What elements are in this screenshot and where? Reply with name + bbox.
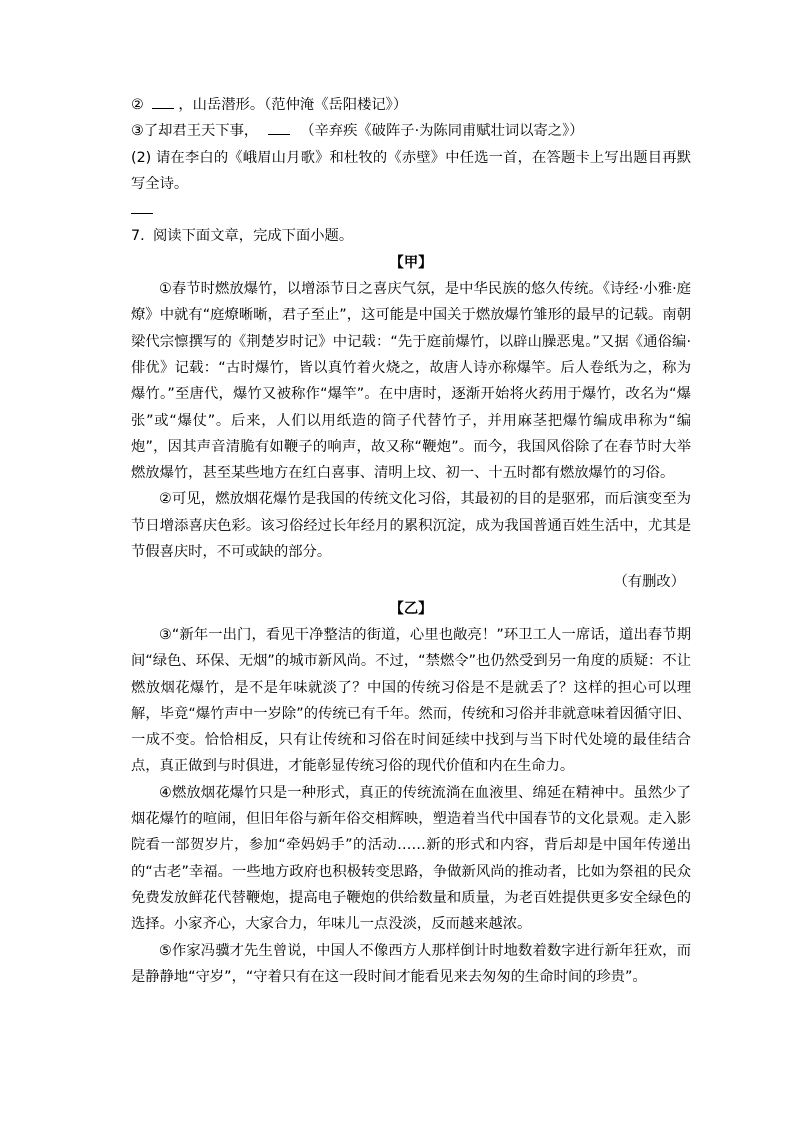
recitation-line-2: [131, 92, 691, 118]
answer-blank-line[interactable]: [131, 197, 153, 223]
paragraph-3: ③“新年一出门，看见干净整洁的街道，心里也敞亮！”环卫工人一席话，道出春节期间“绿色、环保、无烟”的城市新风尚。不过，“禁燃令”也仍然受到另一角度的质疑：不让燃放烟花爆竹，是不是年味就淡了？中国的传统习俗是不是就丢了？这样的担心可以理解，毕竟“爆竹声中一岁除”的传统已有千年。然而，传统和习俗并非就意味着因循守旧、一成不变。恰恰相反，只有让传统和习俗在时间延续中找到与当下时代处境的最佳结合点，真正做到与时俱进，才能彰显传统习俗的现代价值和内在生命力。: [131, 626, 691, 775]
source-note: （有删改）: [613, 574, 685, 591]
recitation-line-3: [131, 118, 691, 144]
fill-blank-2[interactable]: [152, 94, 174, 109]
paragraph-5: ⑤作家冯骥才先生曾说，中国人不像西方人那样倒计时地数着数字进行新年狂欢，而是静静地“守岁”，“守着只有在这一段时间才能看见来去匆匆的生命时间的珍贵”。: [131, 942, 691, 985]
fill-blank-3[interactable]: [268, 120, 290, 135]
section-yi-title: 【乙】: [389, 600, 433, 617]
line2-prefix: ②: [131, 97, 149, 113]
question-7-number: 7.: [131, 228, 145, 245]
line3-suffix: （辛弃疾《破阵子·为陈同甫赋壮词以寄之》）: [300, 123, 584, 140]
question-2-text: (2) 请在李白的《峨眉山月歌》和杜牧的《赤壁》中任选一首，在答题卡上写出题目再默写全诗。: [131, 149, 691, 192]
line3-prefix: ③了却君王天下事，: [131, 123, 259, 140]
section-jia-title: 【甲】: [389, 254, 433, 271]
question-7-instruction: 阅读下面文章，完成下面小题。: [153, 228, 354, 245]
paragraph-1: ①春节时燃放爆竹，以增添节日之喜庆气氛，是中华民族的悠久传统。《诗经·小雅·庭燎》中就有“庭燎晰晰，君子至止”，这可能是中国关于燃放爆竹雏形的最早的记载。南朝梁代宗懔撰写的《荆楚岁时记》中记载：“先于庭前爆竹，以辟山臊恶鬼。”又据《通俗编·俳优》记载：“古时爆竹，皆以真竹着火烧之，故唐人诗亦称爆竿。后人卷纸为之，称为爆竹。”至唐代，爆竹又被称作“爆竿”。在中唐时，逐渐开始将火药用于爆竹，改名为“爆张”或“爆仗”。后来，人们以用纸造的筒子代替竹子，并用麻茎把爆竹编成串称为“编炮”，因其声音清脆有如鞭子的响声，故又称“鞭炮”。而今，我国风俗除了在春节时大举燃放爆竹，甚至某些地方在红白喜事、清明上坟、初一、十五时都有燃放爆竹的习俗。: [131, 281, 691, 482]
line2-suffix: ，山岳潜形。（范仲淹《岳阳楼记》）: [178, 97, 408, 113]
document-body: [131, 92, 691, 990]
paragraph-2: ②可见，燃放烟花爆竹是我国的传统文化习俗，其最初的目的是驱邪，而后演变至为节日增添喜庆色彩。该习俗经过长年经月的累积沉淀，成为我国普通百姓生活中，尤其是节假喜庆时，不可或缺的部分。: [131, 491, 691, 561]
paragraph-4: ④燃放烟花爆竹只是一种形式，真正的传统流淌在血液里、绵延在精神中。虽然少了烟花爆竹的喧闹，但旧年俗与新年俗交相辉映，塑造着当代中国春节的文化景观。走入影院看一部贺岁片，参加“牵妈妈手”的活动……新的形式和内容，背后却是中国年传递出的“古老”幸福。一些地方政府也积极转变思路，争做新风尚的推动者，比如为祭祖的民众免费发放鲜花代替鞭炮，提高电子鞭炮的供给数量和质量，为老百姓提供更多安全绿色的选择。小家齐心，大家合力，年味儿一点没淡，反而越来越浓。: [131, 784, 691, 933]
question-7: [131, 223, 691, 249]
